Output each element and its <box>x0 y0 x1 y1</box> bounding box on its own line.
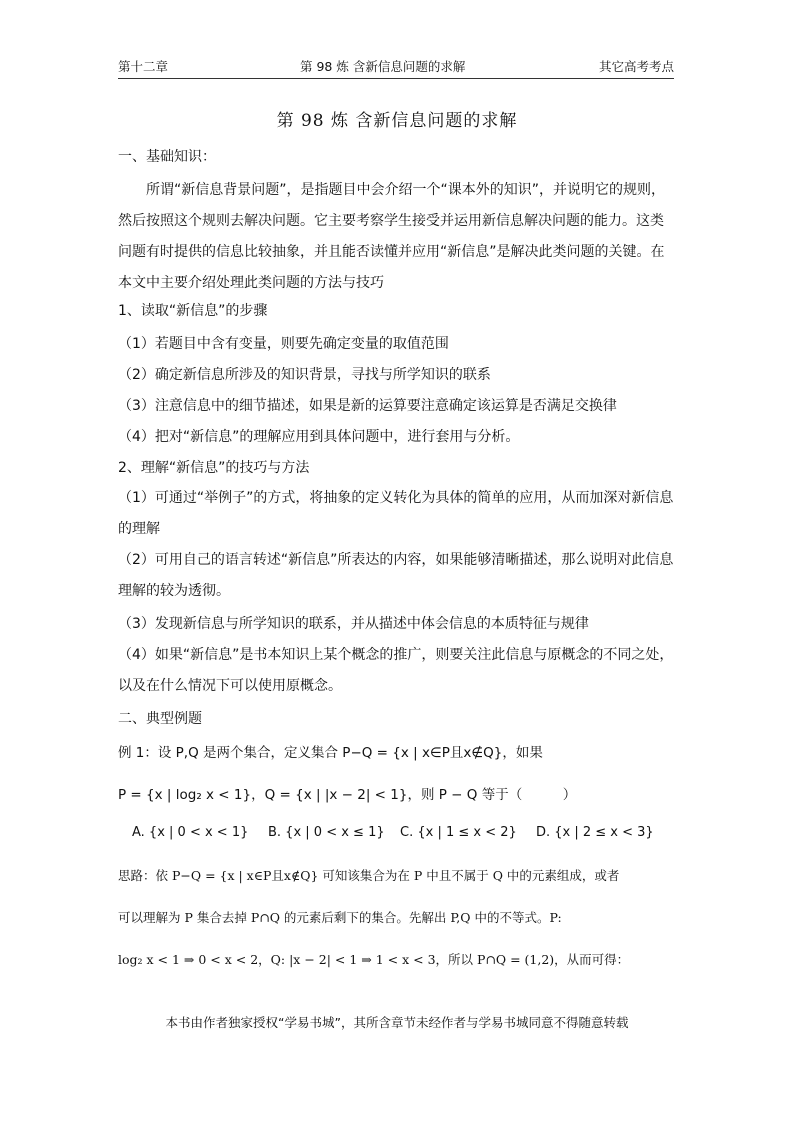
option-c: C. {x | 1 ≤ x < 2} <box>400 825 517 840</box>
example-1-condition: P = {x | log₂ x < 1}，Q = {x | |x − 2| < 1}，则 P − Q 等于（ ） <box>118 787 577 803</box>
page-title: 第 98 炼 含新信息问题的求解 <box>276 111 518 131</box>
step-item-3: （3）注意信息中的细节描述，如果是新的运算要注意确定该运算是否满足交换律 <box>118 398 617 414</box>
header-chapter: 第十二章 <box>118 59 169 74</box>
option-b: B. {x | 0 < x ≤ 1} <box>268 825 385 840</box>
step-item-1: （1）若题目中含有变量，则要先确定变量的取值范围 <box>118 336 449 352</box>
header-divider <box>118 78 674 79</box>
tip-item-4: （4）如果“新信息”是书本知识上某个概念的推广，则要关注此信息与原概念的不同之处，以及在什么情况下可以使用原概念。 <box>118 647 674 694</box>
step-item-2: （2）确定新信息所涉及的知识背景，寻找与所学知识的联系 <box>118 367 491 383</box>
solution-hint-line-3: log₂ x < 1 ⇒ 0 < x < 2，Q: |x − 2| < 1 ⇒ 1 < x < 3，所以 P∩Q = (1,2)，从而可得： <box>118 952 630 967</box>
example-1-statement: 例 1：设 P,Q 是两个集合，定义集合 P−Q = {x | x∈P且x∉Q}，如果 <box>118 745 543 761</box>
section-heading-basics: 一、基础知识： <box>118 149 216 165</box>
header-lesson: 第 98 炼 含新信息问题的求解 <box>300 59 466 74</box>
option-d: D. {x | 2 ≤ x < 3} <box>536 825 654 840</box>
step-item-4: （4）把对“新信息”的理解应用到具体问题中，进行套用与分析。 <box>118 429 520 445</box>
solution-hint-line-1: 思路：依 P−Q = {x | x∈P且x∉Q} 可知该集合为在 P 中且不属于 Q 中的元素组成，或者 <box>118 868 620 883</box>
page-header <box>118 57 674 75</box>
subheading-understanding-tips: 2、理解“新信息”的技巧与方法 <box>118 460 310 476</box>
tip-item-2: （2）可用自己的语言转述“新信息”所表达的内容，如果能够清晰描述，那么说明对此信息理解的较为透彻。 <box>118 552 674 599</box>
solution-hint-line-2: 可以理解为 P 集合去掉 P∩Q 的元素后剩下的集合。先解出 P,Q 中的不等式。P: <box>118 910 562 925</box>
tip-item-1: （1）可通过“举例子”的方式，将抽象的定义转化为具体的简单的应用，从而加深对新信息的理解 <box>118 490 674 537</box>
header-topic: 其它高考考点 <box>598 59 674 74</box>
section-heading-examples: 二、典型例题 <box>118 711 202 727</box>
subheading-reading-steps: 1、读取“新信息”的步骤 <box>118 303 268 319</box>
page-footer: 本书由作者独家授权“学易书城”，其所含章节未经作者与学易书城同意不得随意转载 <box>165 1015 629 1030</box>
intro-paragraph: 所谓“新信息背景问题”，是指题目中会介绍一个“课本外的知识”，并说明它的规则，然后按照这个规则去解决问题。它主要考察学生接受并运用新信息解决问题的能力。这类问题有时提供的信息比较抽象，并且能否读懂并应用“新信息”是解决此类问题的关键。在本文中主要介绍处理此类问题的方法与技巧 <box>118 182 666 291</box>
option-a: A. {x | 0 < x < 1} <box>132 825 249 840</box>
tip-item-3: （3）发现新信息与所学知识的联系，并从描述中体会信息的本质特征与规律 <box>118 616 589 632</box>
example-1-options <box>118 825 674 845</box>
